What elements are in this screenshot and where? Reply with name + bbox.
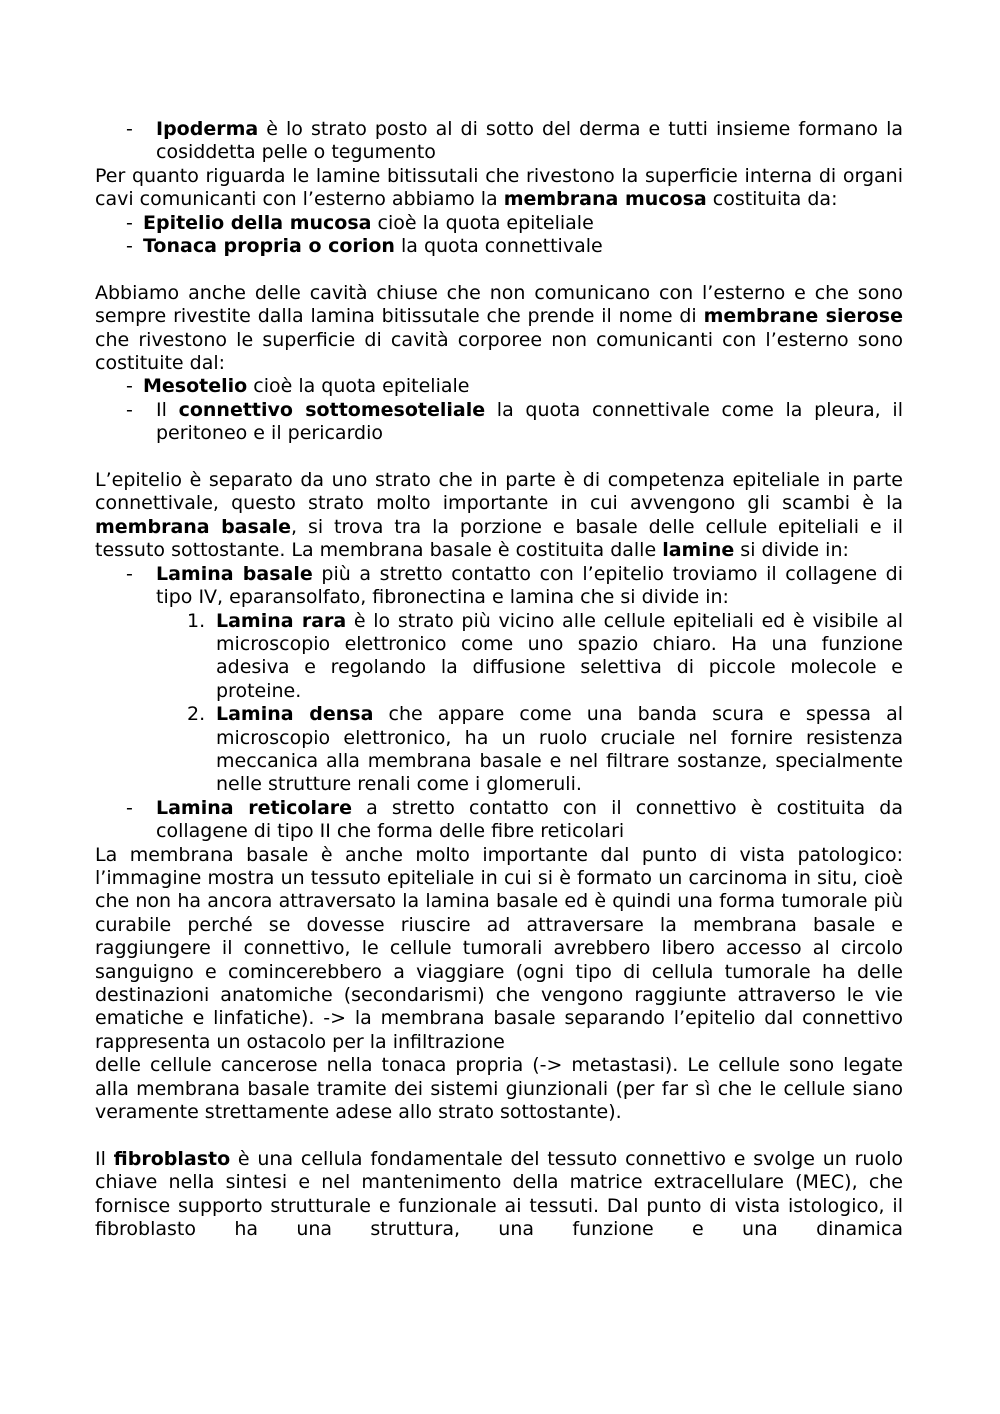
term-membrane-sierose: membrane sierose xyxy=(703,305,903,328)
term-connettivo-sottomesoteliale: connettivo sottomesoteliale xyxy=(178,398,486,421)
bullet-dash: - xyxy=(126,235,133,258)
lamina-densa-text: che appare come una banda scura e spessa al microscopio elettronico, ha un ruolo cruciale nel fornire resistenza meccanica alla membrana basale e nel filtrare sostanze, specialmente nelle strutture renali come i glomeruli. xyxy=(216,703,903,796)
numbered-item-lamina-densa xyxy=(95,703,903,797)
list-item-lamina-reticolare xyxy=(95,797,903,844)
paragraph-sierose-intro xyxy=(95,282,903,376)
list-item-connettivo-sottomesoteliale xyxy=(95,399,903,446)
term-ipoderma: Ipoderma xyxy=(156,118,259,140)
basale-text-3: si divide in: xyxy=(734,539,849,562)
tonaca-propria-text: la quota connettivale xyxy=(394,235,603,258)
term-lamina-basale: Lamina basale xyxy=(156,562,313,585)
fibroblasto-prefix: Il xyxy=(95,1147,114,1170)
bullet-dash: - xyxy=(126,118,133,140)
mesotelio-text: cioè la quota epiteliale xyxy=(247,375,470,398)
connettivo-prefix: Il xyxy=(156,398,179,421)
paragraph-patologia: La membrana basale è anche molto importante dal punto di vista patologico: l’immagine mostra un tessuto epiteliale in cui si è formato un carcinoma in situ, cioè che non ha ancora attraversato la lamina basale ed è quindi una forma tumorale più curabile perché se dovesse riuscire ad attraversare la membrana basale e raggiungere il connettivo, le cellule tumorali avrebbero libero accesso al circolo sanguigno e comincerebbero a viaggiare (ogni tipo di cellula tumorale ha delle destinazioni anatomiche (secondarismi) che vengono raggiunte attraverso le vie ematiche e linfatiche). -> la membrana basale separando l’epitelio dal connettivo rappresenta un ostacolo per la infiltrazione xyxy=(95,843,903,1053)
basale-text-2: , si trova tra la porzione e basale delle cellule epiteliali e il tessuto sottostante. La membrana basale è costituita dalle xyxy=(95,515,903,562)
paragraph-mucosa-intro xyxy=(95,165,903,212)
term-lamina-reticolare: Lamina reticolare xyxy=(156,796,353,819)
list-item-ipoderma xyxy=(95,118,903,165)
term-lamine: lamine xyxy=(662,539,735,562)
term-epitelio-mucosa: Epitelio della mucosa xyxy=(143,211,372,234)
bullet-dash: - xyxy=(126,375,133,398)
term-fibroblasto: fibroblasto xyxy=(113,1147,231,1170)
connettivo-text: la quota connettivale come la pleura, il peritoneo e il pericardio xyxy=(156,398,903,445)
blank-line xyxy=(95,1124,903,1147)
paragraph-membrana-basale xyxy=(95,469,903,563)
basale-text-1: L’epitelio è separato da uno strato che in parte è di competenza epiteliale in parte connettivale, questo strato molto importante in cui avvengono gli scambi è la xyxy=(95,469,903,515)
fibroblasto-text: è una cellula fondamentale del tessuto connettivo e svolge un ruolo chiave nella sintesi e nel mantenimento della matrice extracellulare (MEC), che fornisce supporto strutturale e funzionale ai tessuti. Dal punto di vista istologico, il fibroblasto ha una struttura, una funzione e una dinamica xyxy=(95,1147,903,1241)
blank-line xyxy=(95,446,903,469)
list-number: 1. xyxy=(187,609,206,632)
lamina-reticolare-text: a stretto contatto con il connettivo è costituita da collagene di tipo II che forma delle fibre reticolari xyxy=(156,796,903,843)
list-number: 2. xyxy=(187,703,206,726)
lamina-rara-text: è lo strato più vicino alle cellule epiteliali ed è visibile al microscopio elettronico come uno spazio chiaro. Ha una funzione adesiva e regolando la diffusione selettiva di piccole molecole e proteine. xyxy=(216,609,903,702)
list-item-epitelio-mucosa xyxy=(95,212,903,235)
list-item-tonaca-propria xyxy=(95,235,903,258)
blank-line xyxy=(95,258,903,281)
page-content xyxy=(95,118,903,1241)
lamina-basale-text: più a stretto contatto con l’epitelio troviamo il collagene di tipo IV, eparansolfato, fibronectina e lamina che si divide in: xyxy=(156,562,903,609)
numbered-item-lamina-rara xyxy=(95,610,903,704)
bullet-dash: - xyxy=(126,562,133,585)
term-membrana-mucosa: membrana mucosa xyxy=(503,188,707,211)
paragraph-fibroblasto xyxy=(95,1148,903,1242)
epitelio-mucosa-text: cioè la quota epiteliale xyxy=(371,211,594,234)
paragraph-patologia-continued: delle cellule cancerose nella tonaca propria (-> metastasi). Le cellule sono legate alla membrana basale tramite dei sistemi giunzionali (per far sì che le cellule siano veramente strettamente adese allo strato sottostante). xyxy=(95,1054,903,1124)
sierose-intro-text: Abbiamo anche delle cavità chiuse che non comunicano con l’esterno e che sono sempre rivestite dalla lamina bitissutale che prende il nome di xyxy=(95,281,903,328)
term-tonaca-propria: Tonaca propria o corion xyxy=(143,235,395,258)
list-item-lamina-basale xyxy=(95,563,903,610)
term-mesotelio: Mesotelio xyxy=(143,375,248,398)
bullet-dash: - xyxy=(126,211,133,234)
mucosa-intro-text: Per quanto riguarda le lamine bitissutali che rivestono la superficie interna di organi cavi comunicanti con l’esterno abbiamo la xyxy=(95,164,903,211)
term-lamina-densa: Lamina densa xyxy=(216,703,374,726)
mucosa-intro-end: costituita da: xyxy=(706,188,838,211)
sierose-intro-end: che rivestono le superficie di cavità corporee non comunicanti con l’esterno sono costituite dal: xyxy=(95,328,903,375)
bullet-dash: - xyxy=(126,398,133,421)
bullet-dash: - xyxy=(126,796,133,819)
ipoderma-text: è lo strato posto al di sotto del derma e tutti insieme formano la cosiddetta pelle o tegumento xyxy=(156,118,903,164)
list-item-mesotelio xyxy=(95,375,903,398)
term-membrana-basale: membrana basale xyxy=(95,515,292,538)
term-lamina-rara: Lamina rara xyxy=(216,609,347,632)
